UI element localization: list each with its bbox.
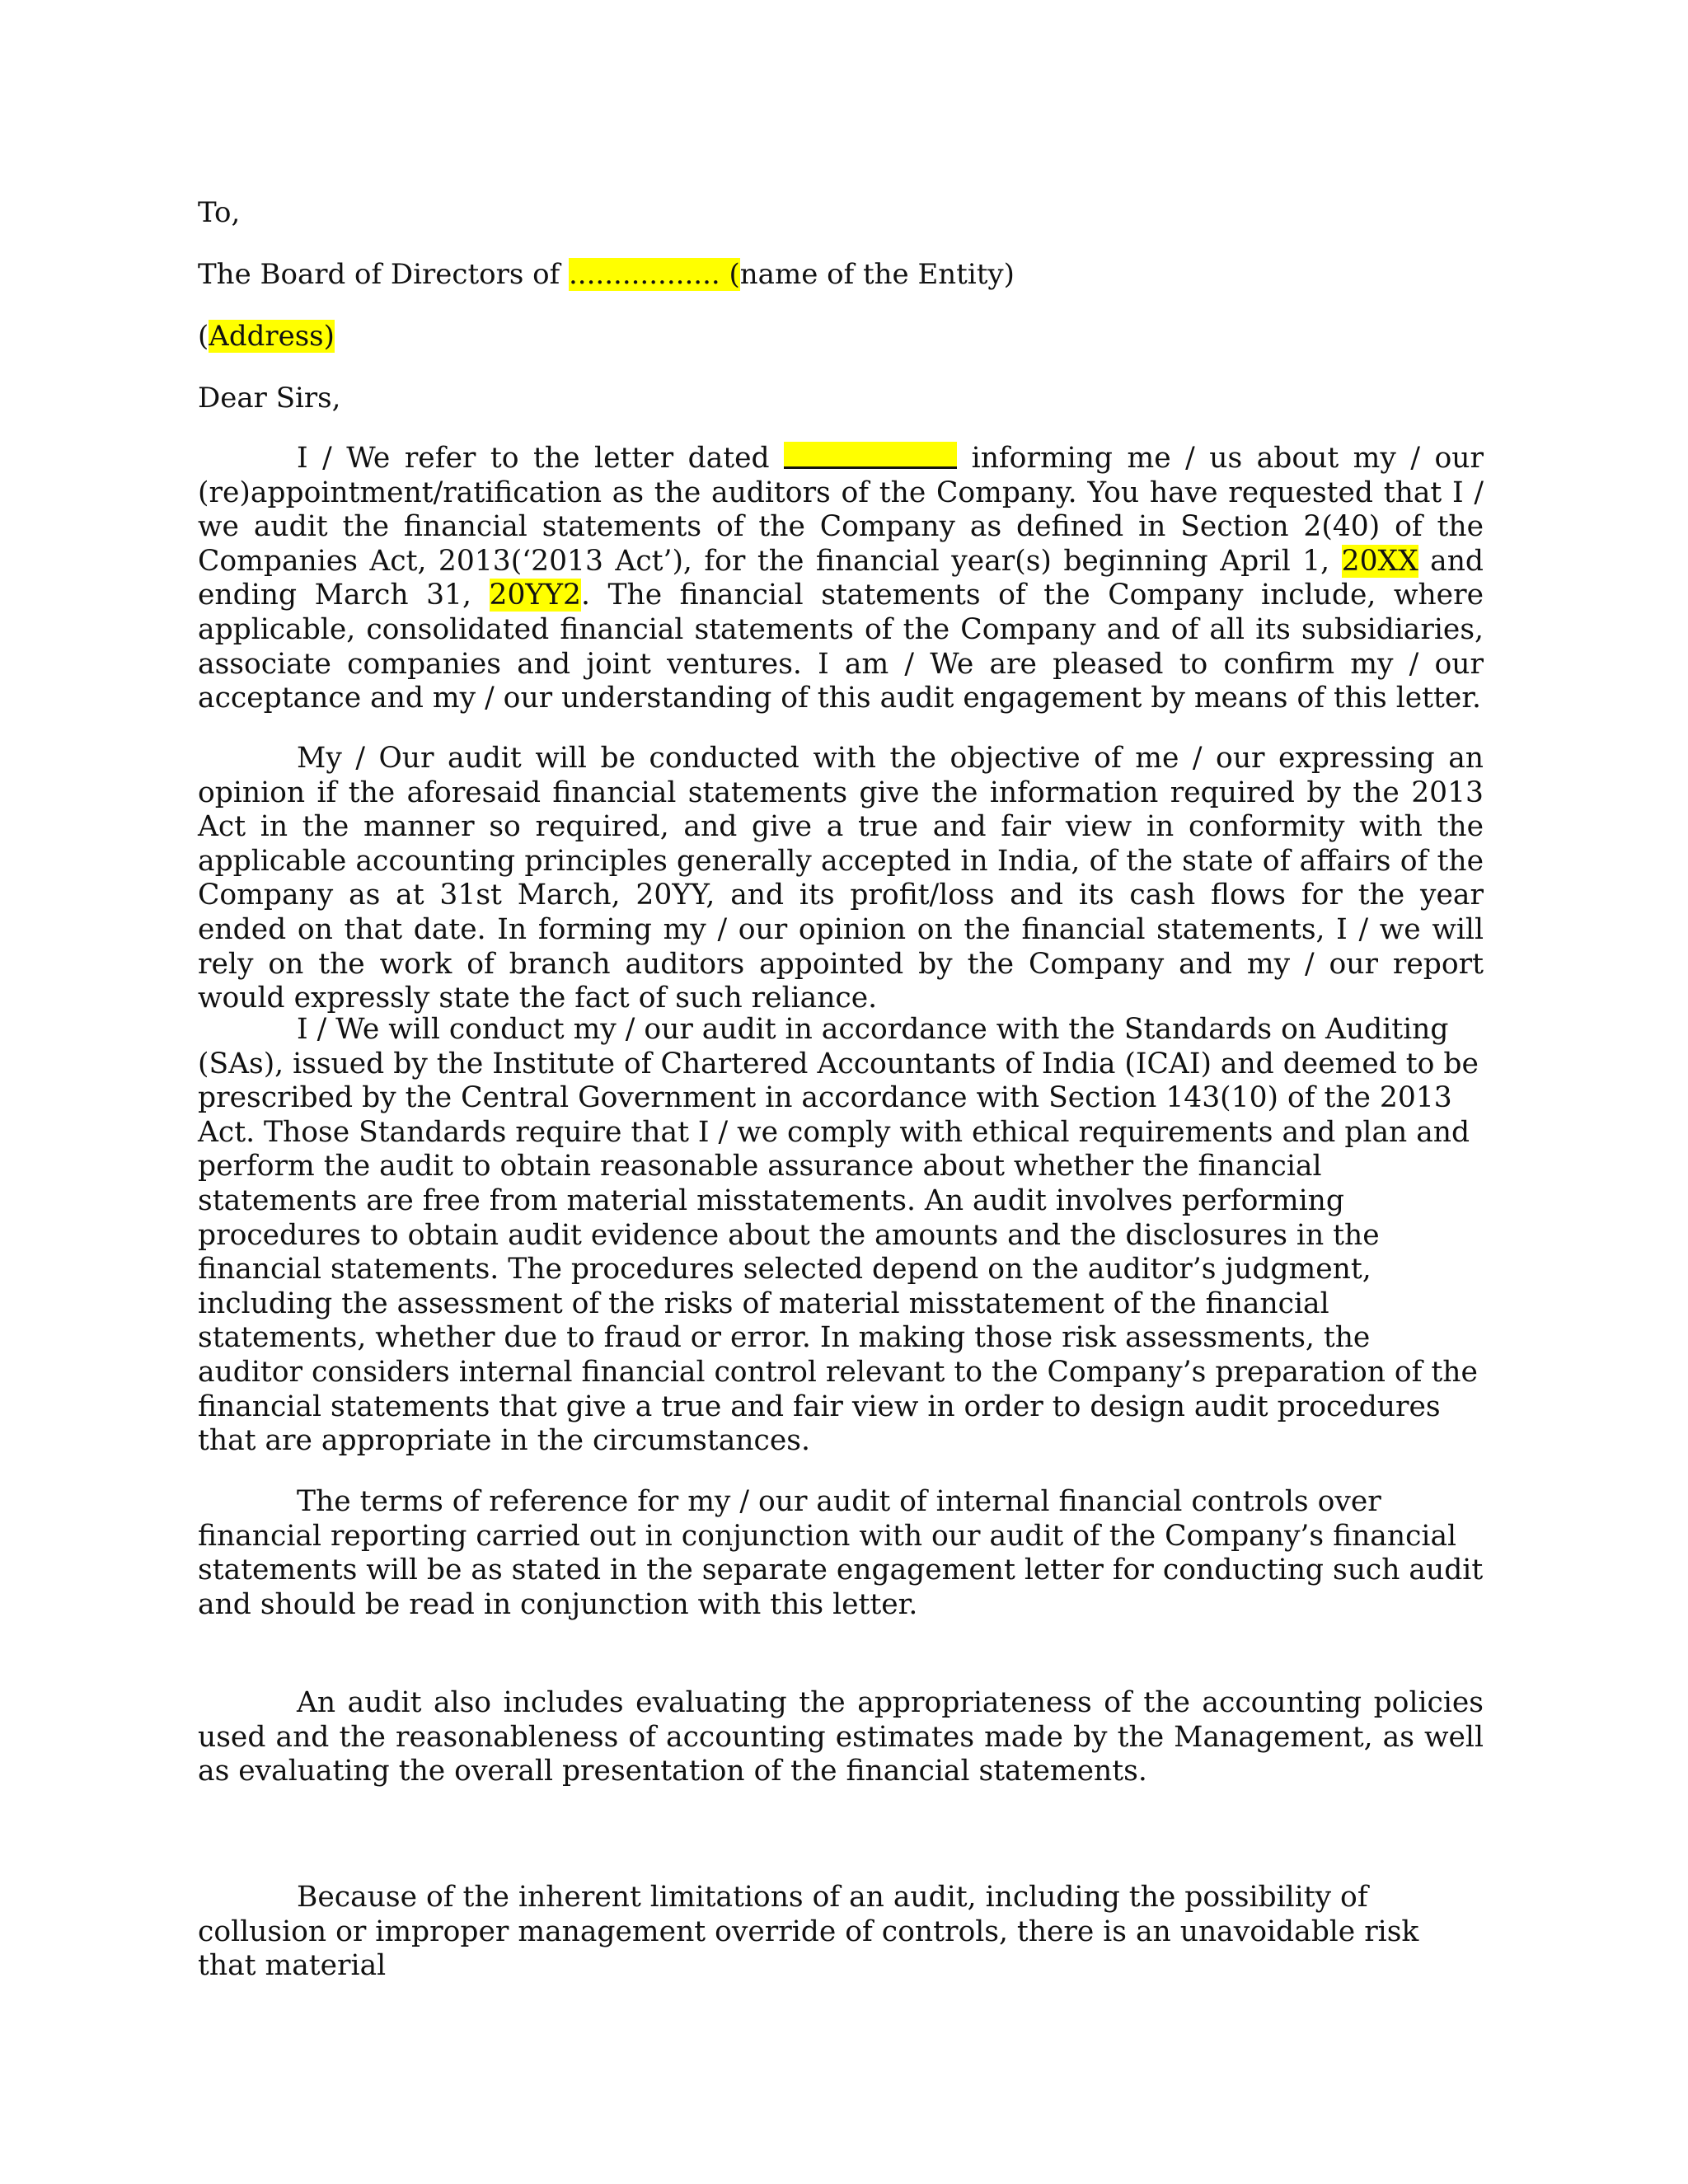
board-of-directors-line (198, 257, 1015, 292)
address-placeholder: (Address) (198, 320, 335, 353)
date-blank-field (784, 442, 957, 469)
entity-name-placeholder: ................. ( (568, 258, 740, 291)
year-end-placeholder: 20YY2 (489, 579, 581, 612)
salutation-to: To, (198, 196, 241, 229)
paragraph-evaluation: An audit also includes evaluating the appropriateness of the accounting policies used and the reasonableness of accounting estimates made by the Management, as well as evaluating the overall presentation of the financial statements. (198, 1686, 1484, 1788)
board-prefix: The Board of Directors of (198, 258, 569, 291)
year-start-placeholder: 20XX (1341, 544, 1418, 578)
greeting: Dear Sirs, (198, 382, 341, 415)
paragraph-standards: I / We will conduct my / our audit in accordance with the Standards on Auditing (SAs), issued by the Institute of Chartered Accountants of India (ICAI) and deemed to be prescribed by the Central Government in accordance with Section 143(10) of the 2013 Act. Those Standards require that I / we comply with ethical requirements and plan and perform the audit to obtain reasonable assurance about whether the financial statements are free from material misstatements. An audit involves performing procedures to obtain audit evidence about the amounts and the disclosures in the financial statements. The procedures selected depend on the auditor’s judgment, including the assessment of the risks of material misstatement of the financial statements, whether due to fraud or error. In making those risk assessments, the auditor considers internal financial control relevant to the Company’s preparation of the financial statements that give a true and fair view in order to design audit procedures that are appropriate in the circumstances. (198, 1013, 1479, 1458)
paragraph-limitations: Because of the inherent limitations of an audit, including the possibility of collusion or improper management override of controls, there is an unavoidable risk that material (198, 1881, 1419, 1983)
paragraph-engagement: I / We refer to the letter dated informing me / us about my / our (re)appointment/ratification as the auditors of the Company. You have requested that I / we audit the financial statements of the Company as defined in Section 2(40) of the Companies Act, 2013(‘2013 Act’), for the financial year(s) beginning April 1, 20XX and ending March 31, 20YY2. The financial statements of the Company include, where applicable, consolidated financial statements of the Company and of all its subsidiaries, associate companies and joint ventures. I am / We are pleased to confirm my / our acceptance and my / our understanding of this audit engagement by means of this letter. (198, 442, 1484, 715)
paragraph-objective: My / Our audit will be conducted with the objective of me / our expressing an opinion if the aforesaid financial statements give the information required by the 2013 Act in the manner so required, and give a true and fair view in conformity with the applicable accounting principles generally accepted in India, of the state of affairs of the Company as at 31st March, 20YY, and its profit/loss and its cash flows for the year ended on that date. In forming my / our opinion on the financial statements, I / we will rely on the work of branch auditors appointed by the Company and my / our report would expressly state the fact of such reliance. (198, 742, 1484, 1015)
entity-name-hint: name of the Entity) (739, 258, 1015, 291)
paragraph-internal-controls: The terms of reference for my / our audit of internal financial controls over financial reporting carried out in conjunction with our audit of the Company’s financial statements will be as stated in the separate engagement letter for conducting such audit and should be read in conjunction with this letter. (198, 1485, 1484, 1621)
